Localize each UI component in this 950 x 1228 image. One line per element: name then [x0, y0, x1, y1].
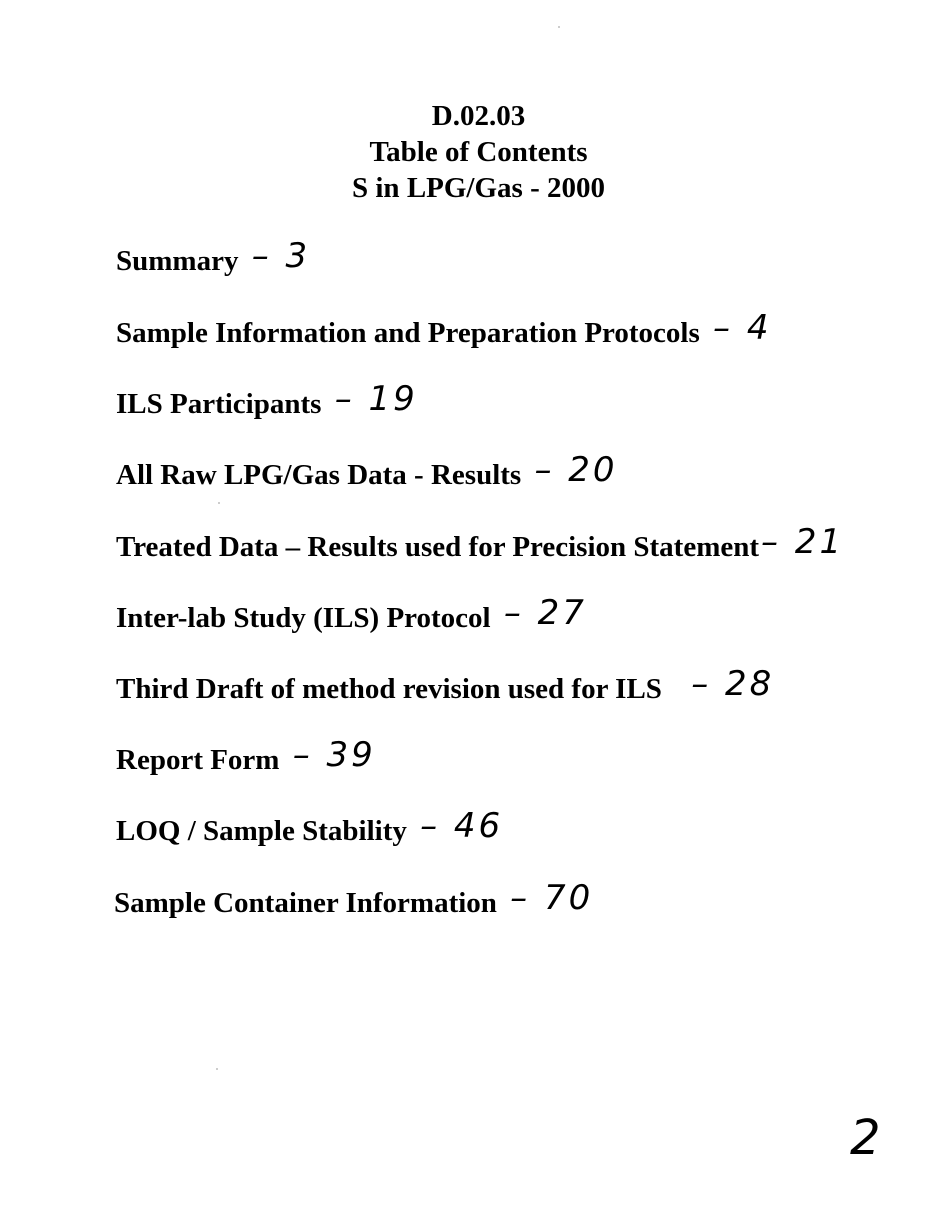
toc-entry-title: Sample Information and Preparation Protocols	[116, 317, 700, 349]
toc-entry-treated-data	[116, 522, 845, 565]
scan-speck	[218, 502, 220, 504]
toc-entry-title: Summary	[116, 245, 239, 277]
toc-entry-title: Treated Data – Results used for Precision Statement	[116, 531, 760, 563]
toc-entry-page: – 70	[510, 878, 594, 918]
toc-entry-page: – 4	[713, 308, 772, 348]
toc-entry-page: – 3	[251, 236, 311, 276]
handwritten-page-number: 2	[850, 1110, 881, 1166]
toc-entry-title: Third Draft of method revision used for ILS	[116, 673, 662, 705]
toc-entry-title: LOQ / Sample Stability	[116, 815, 407, 847]
toc-entry-report-form	[116, 735, 376, 778]
document-header	[0, 98, 950, 206]
document-title: Table of Contents	[369, 136, 588, 168]
toc-entry-title: Sample Container Information	[114, 887, 497, 919]
toc-entry-title: ILS Participants	[116, 388, 322, 420]
toc-entry-page: – 19	[334, 379, 418, 419]
scan-speck	[558, 26, 560, 28]
document-subtitle: S in LPG/Gas - 2000	[352, 172, 605, 204]
toc-entry-summary	[116, 236, 311, 279]
toc-entry-ils-participants	[116, 379, 418, 422]
toc-entry-sample-container	[114, 878, 594, 921]
toc-entry-loq-stability	[116, 806, 504, 849]
toc-entry-title: Inter-lab Study (ILS) Protocol	[116, 602, 491, 634]
toc-entry-raw-data	[116, 450, 618, 493]
toc-entry-title: Report Form	[116, 744, 280, 776]
toc-entry-page: – 28	[691, 664, 775, 704]
toc-entry-page: – 46	[420, 806, 504, 846]
scan-speck	[216, 1068, 218, 1070]
toc-entry-third-draft	[116, 664, 775, 707]
toc-entry-ils-protocol	[116, 593, 587, 636]
document-code: D.02.03	[431, 100, 526, 132]
toc-entry-title: All Raw LPG/Gas Data - Results	[116, 459, 522, 491]
toc-entry-page: – 21	[761, 522, 845, 562]
toc-entry-page: – 27	[503, 593, 587, 633]
toc-entry-page: – 20	[534, 450, 618, 490]
toc-entry-page: – 39	[292, 735, 376, 775]
toc-entry-sample-information	[116, 308, 772, 351]
